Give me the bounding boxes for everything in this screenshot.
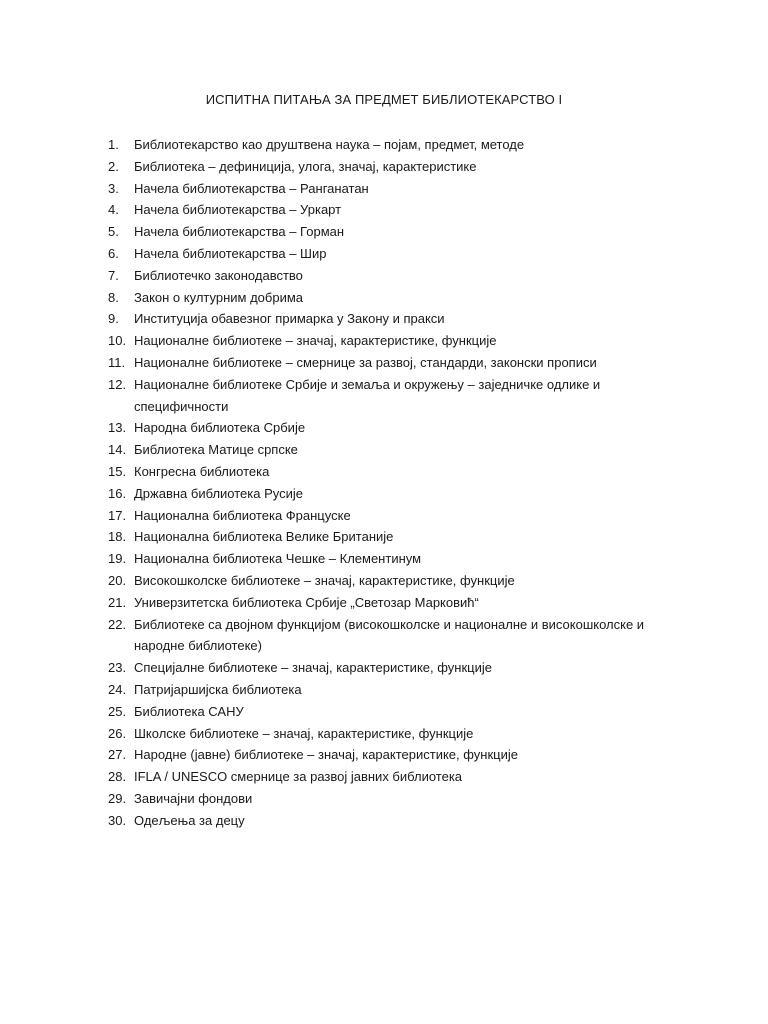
list-item xyxy=(108,548,678,570)
question-number: 28. xyxy=(108,769,127,785)
question-text: Библиотека САНУ xyxy=(134,703,244,719)
question-number: 21. xyxy=(108,594,127,610)
question-number: 1. xyxy=(108,137,119,152)
question-number: 19. xyxy=(108,551,127,567)
question-text: Патријаршијска библиотека xyxy=(134,681,302,697)
question-number: 3. xyxy=(108,180,119,196)
question-text: Библиотекарство као друштвена наука – појам, предмет, методе xyxy=(134,137,525,152)
question-list xyxy=(108,134,678,832)
question-number: 25. xyxy=(108,703,127,719)
list-item xyxy=(108,308,678,330)
question-text: Начела библиотекарства – Шир xyxy=(134,245,327,261)
list-item xyxy=(108,265,678,287)
question-text: Библиотечко законодавство xyxy=(134,267,303,283)
question-number: 24. xyxy=(108,681,127,697)
question-text: Народне (јавне) библиотеке – значај, карактеристике, функције xyxy=(134,747,518,763)
list-item xyxy=(108,505,678,527)
question-text: Специјалне библиотеке – значај, карактеристике, функције xyxy=(134,660,492,676)
list-item xyxy=(108,439,678,461)
list-item xyxy=(108,156,678,178)
question-text: Конгресна библиотека xyxy=(134,463,270,479)
question-text: Националне библиотеке – смернице за развој, стандарди, законски прописи xyxy=(134,354,597,370)
question-text: Начела библиотекарства – Горман xyxy=(134,224,345,240)
list-item xyxy=(108,701,678,723)
question-number: 15. xyxy=(108,463,127,479)
document-title: ИСПИТНА ПИТАЊА ЗА ПРЕДМЕТ БИБЛИОТЕКАРСТВО I xyxy=(205,92,563,107)
question-number: 10. xyxy=(108,333,127,349)
list-item xyxy=(108,461,678,483)
question-number: 23. xyxy=(108,660,127,676)
list-item xyxy=(108,374,678,418)
question-number: 29. xyxy=(108,790,127,806)
list-item xyxy=(108,810,678,832)
question-number: 20. xyxy=(108,572,127,588)
question-number: 6. xyxy=(108,245,119,261)
list-item xyxy=(108,592,678,614)
question-text: Начела библиотекарства – Ранганатан xyxy=(134,180,369,196)
question-text: Завичајни фондови xyxy=(134,790,253,806)
question-text: Библиотека Матице српске xyxy=(134,442,298,458)
question-text: Школске библиотеке – значај, карактеристике, функције xyxy=(134,725,474,741)
question-number: 7. xyxy=(108,267,119,283)
list-item xyxy=(108,614,678,658)
question-number: 22. xyxy=(108,616,127,632)
list-item xyxy=(108,723,678,745)
question-number: 2. xyxy=(108,158,119,174)
question-number: 13. xyxy=(108,420,127,436)
question-number: 27. xyxy=(108,747,127,763)
list-item xyxy=(108,134,678,156)
question-text: Високошколске библиотеке – значај, карактеристике, функције xyxy=(134,572,515,588)
list-item xyxy=(108,570,678,592)
question-text: Државна библиотека Русије xyxy=(134,485,304,501)
question-number: 17. xyxy=(108,507,127,523)
question-number: 8. xyxy=(108,289,119,305)
question-text: Национална библиотека Чешке – Клементинум xyxy=(134,551,422,567)
list-item xyxy=(108,352,678,374)
question-text: Одељења за децу xyxy=(134,812,245,828)
question-text: Национална библиотека Француске xyxy=(134,507,351,523)
question-text: Закон о културним добрима xyxy=(134,289,304,305)
list-item xyxy=(108,178,678,200)
list-item xyxy=(108,199,678,221)
question-text: Начела библиотекарства – Уркарт xyxy=(134,202,342,218)
question-text: Библиотеке са двојном функцијом (високошколске и националне и високошколске и народне библиотеке) xyxy=(134,616,645,654)
question-number: 30. xyxy=(108,812,127,828)
list-item xyxy=(108,221,678,243)
question-text: Народна библиотека Србије xyxy=(134,420,306,436)
question-number: 9. xyxy=(108,311,119,327)
list-item xyxy=(108,526,678,548)
list-item xyxy=(108,766,678,788)
question-number: 18. xyxy=(108,529,127,545)
question-number: 5. xyxy=(108,224,119,240)
list-item xyxy=(108,657,678,679)
question-text: IFLA / UNESCO смернице за развој јавних библиотека xyxy=(134,769,463,785)
question-number: 11. xyxy=(108,354,126,370)
question-number: 16. xyxy=(108,485,127,501)
question-number: 14. xyxy=(108,442,127,458)
list-item xyxy=(108,744,678,766)
question-number: 4. xyxy=(108,202,119,218)
question-text: Националне библиотеке Србије и земаља и окружењу – заједничке одлике и специфичности xyxy=(134,376,601,414)
question-text: Национална библиотека Велике Британије xyxy=(134,529,394,545)
list-item xyxy=(108,330,678,352)
list-item xyxy=(108,788,678,810)
question-text: Библиотека – дефиниција, улога, значај, карактеристике xyxy=(134,158,477,174)
list-item xyxy=(108,243,678,265)
question-number: 26. xyxy=(108,725,127,741)
list-item xyxy=(108,679,678,701)
list-item xyxy=(108,483,678,505)
list-item xyxy=(108,417,678,439)
list-item xyxy=(108,287,678,309)
question-number: 12. xyxy=(108,376,127,392)
question-text: Националне библиотеке – значај, карактеристике, функције xyxy=(134,333,497,349)
question-text: Универзитетска библиотека Србије „Светозар Марковић“ xyxy=(134,594,479,610)
question-text: Институција обавезног примарка у Закону и пракси xyxy=(134,311,445,327)
